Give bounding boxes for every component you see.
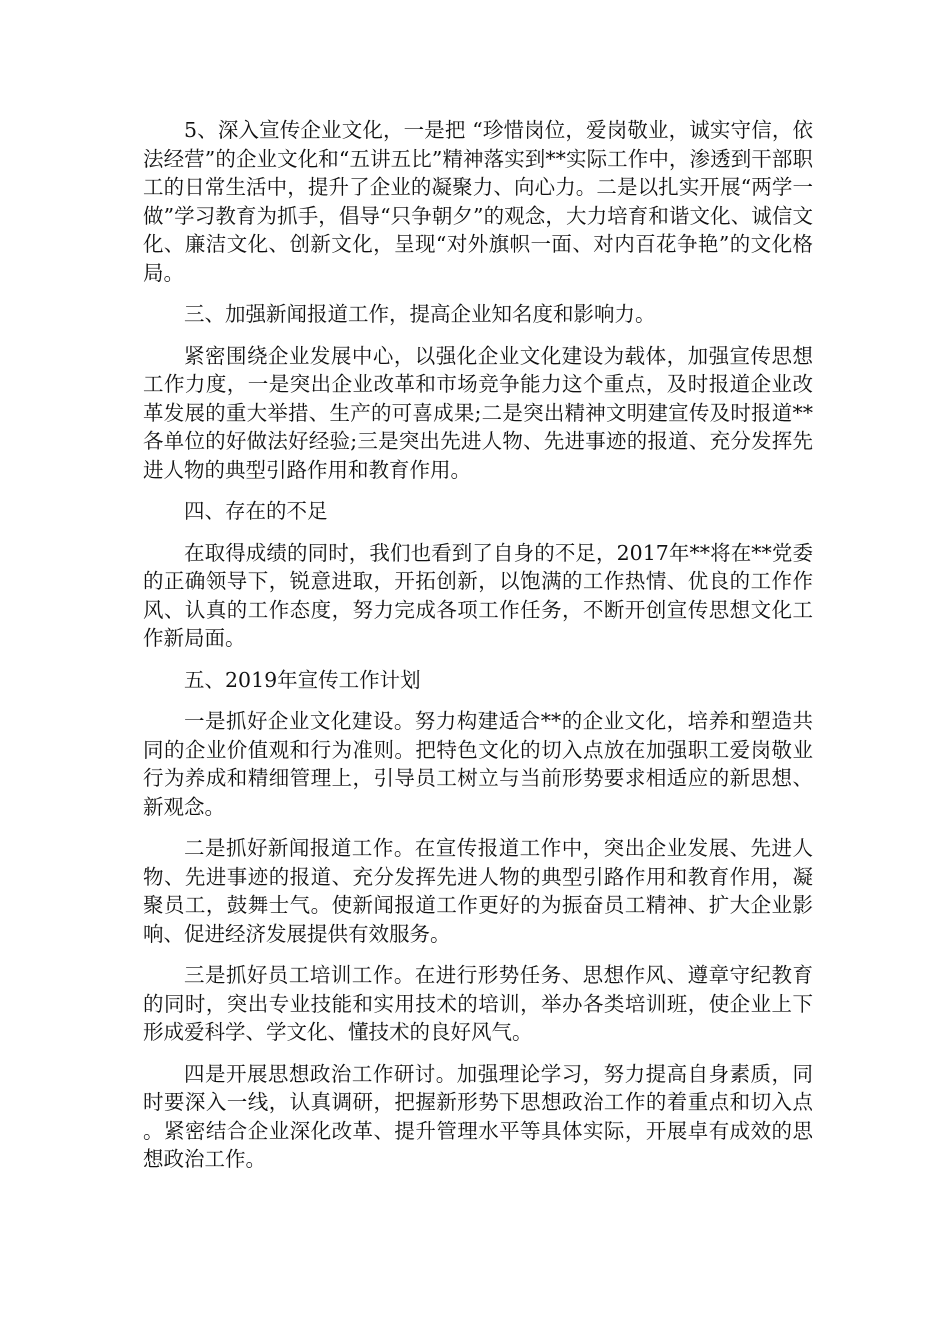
paragraph-plan-research: 四是开展思想政治工作研讨。加强理论学习，努力提高自身素质，同时要深入一线，认真调研，把握新形势下思想政治工作的着重点和切入点。紧密结合企业深化改革、提升管理水平等具体实际，开展卓有成效的思想政治工作。 [143,1061,813,1171]
paragraph-plan-training: 三是抓好员工培训工作。在进行形势任务、思想作风、遵章守纪教育的同时，突出专业技能和实用技术的培训，举办各类培训班，使企业上下形成爱科学、学文化、懂技术的良好风气。 [143,963,813,1044]
section-heading-shortcomings: 四、存在的不足 [184,499,328,523]
document-body [143,116,813,1187]
paragraph-culture-promotion: 5、深入宣传企业文化，一是把 “珍惜岗位，爱岗敬业，诚实守信，依法经营”的企业文化和“五讲五比”精神落实到**实际工作中，渗透到干部职工的日常生活中，提升了企业的凝聚力、向心力。二是以扎实开展“两学一做”学习教育为抓手，倡导“只争朝夕”的观念，大力培育和谐文化、诚信文化、廉洁文化、创新文化，呈现“对外旗帜一面、对内百花争艳”的文化格局。 [143,118,813,285]
paragraph-plan-culture: 一是抓好企业文化建设。努力构建适合**的企业文化，培养和塑造共同的企业价值观和行为准则。把特色文化的切入点放在加强职工爱岗敬业行为养成和精细管理上，引导员工树立与当前形势要求相适应的新思想、新观念。 [143,709,813,819]
paragraph-news-reporting: 紧密围绕企业发展中心，以强化企业文化建设为载体，加强宣传思想工作力度，一是突出企业改革和市场竞争能力这个重点，及时报道企业改革发展的重大举措、生产的可喜成果;二是突出精神文明建宣传及时报道**各单位的好做法好经验;三是突出先进人物、先进事迹的报道、充分发挥先进人物的典型引路作用和教育作用。 [143,343,813,482]
section-heading-news-reporting: 三、加强新闻报道工作，提高企业知名度和影响力。 [184,302,656,326]
section-heading-work-plan: 五、2019年宣传工作计划 [184,667,421,692]
paragraph-shortcomings: 在取得成绩的同时，我们也看到了自身的不足，2017年**将在**党委的正确领导下，锐意进取，开拓创新，以饱满的工作热情、优良的工作作风、认真的工作态度，努力完成各项工作任务，不断开创宣传思想文化工作新局面。 [143,540,813,650]
paragraph-plan-news: 二是抓好新闻报道工作。在宣传报道工作中，突出企业发展、先进人物、先进事迹的报道、充分发挥先进人物的典型引路作用和教育作用，凝聚员工，鼓舞士气。使新闻报道工作更好的为振奋员工精神、扩大企业影响、促进经济发展提供有效服务。 [143,836,813,946]
